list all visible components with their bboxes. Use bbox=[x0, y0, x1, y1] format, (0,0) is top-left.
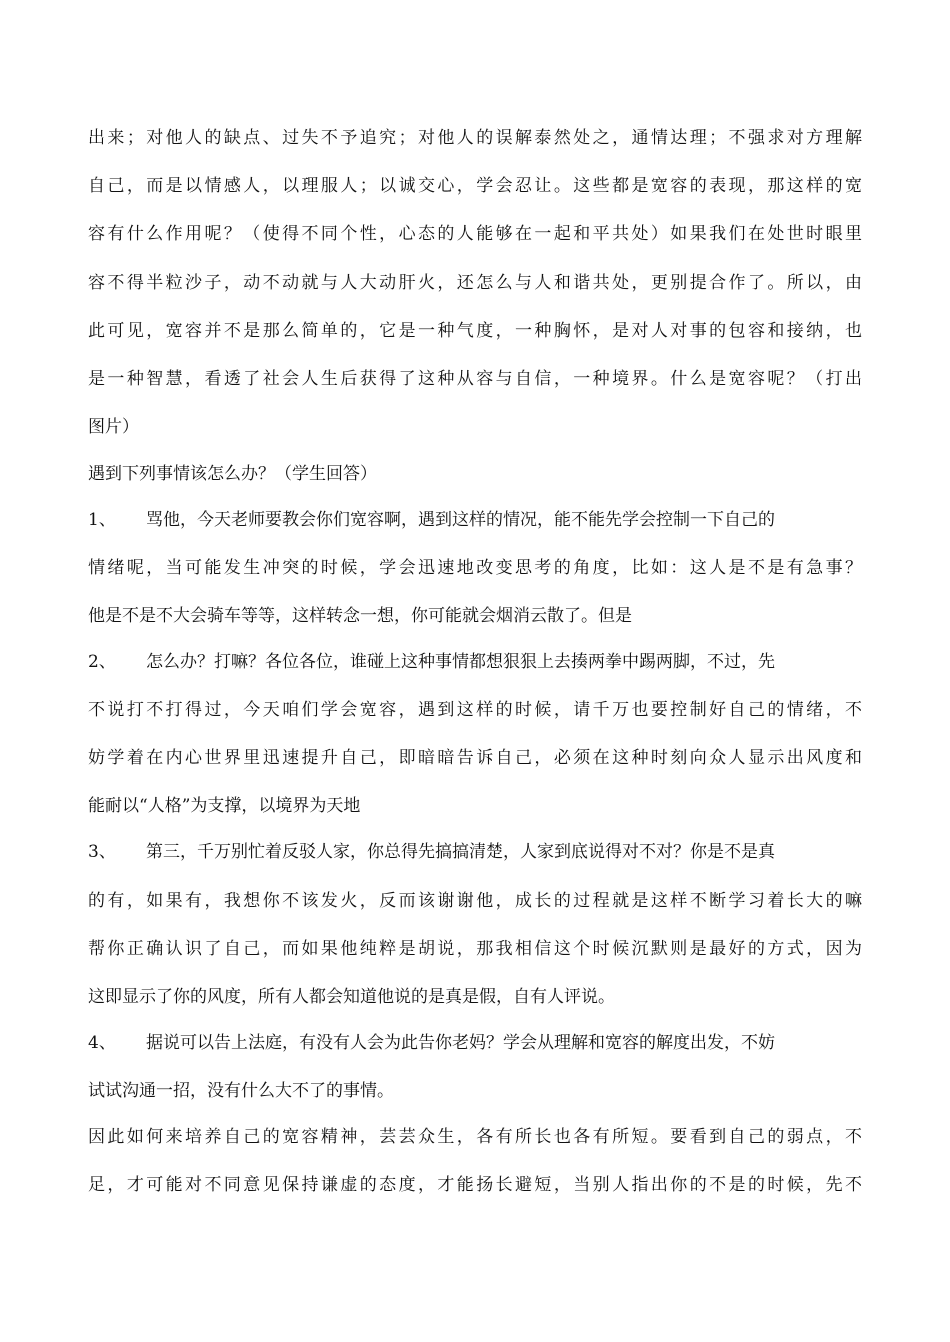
list-item-line: 妨学着在内心世界里迅速提升自己，即暗暗告诉自己，必须在这种时刻向众人显示出风度和 bbox=[88, 748, 862, 768]
list-item-line: 的有，如果有，我想你不该发火，反而该谢谢他，成长的过程就是这样不断学习着长大的嘛 bbox=[88, 891, 862, 911]
paragraph-line: 自己，而是以情感人，以理服人；以诚交心，学会忍让。这些都是宽容的表现，那这样的宽 bbox=[88, 176, 862, 196]
list-item-number: 3、 bbox=[88, 842, 116, 862]
list-item-line: 能耐以“人格”为支撑，以境界为天地 bbox=[88, 796, 361, 816]
paragraph-line: 出来；对他人的缺点、过失不予追究；对他人的误解泰然处之，通情达理；不强求对方理解 bbox=[88, 128, 862, 148]
paragraph-line: 容有什么作用呢？（使得不同个性，心态的人能够在一起和平共处）如果我们在处世时眼里 bbox=[88, 224, 862, 244]
list-item-2-first-line bbox=[88, 650, 862, 674]
list-item-number: 1、 bbox=[88, 510, 116, 530]
list-item-line: 他是不是不大会骑车等等，这样转念一想，你可能就会烟消云散了。但是 bbox=[88, 606, 632, 626]
list-item-text: 第三，千万别忙着反驳人家，你总得先搞搞清楚，人家到底说得对不对？你是不是真 bbox=[146, 842, 775, 862]
list-item-number: 2、 bbox=[88, 652, 116, 672]
paragraph-line: 是一种智慧，看透了社会人生后获得了这种从容与自信，一种境界。什么是宽容呢？（打出 bbox=[88, 369, 862, 389]
list-item-4-first-line bbox=[88, 1031, 862, 1055]
list-item-line: 帮你正确认识了自己，而如果他纯粹是胡说，那我相信这个时候沉默则是最好的方式，因为 bbox=[88, 939, 862, 959]
list-item-text: 据说可以告上法庭，有没有人会为此告你老妈？学会从理解和宽容的解度出发，不妨 bbox=[146, 1033, 775, 1053]
paragraph-line: 因此如何来培养自己的宽容精神，芸芸众生，各有所长也各有所短。要看到自己的弱点，不 bbox=[88, 1127, 862, 1147]
list-item-3-first-line bbox=[88, 840, 862, 864]
list-item-line: 情绪呢，当可能发生冲突的时候，学会迅速地改变思考的角度，比如：这人是不是有急事？ bbox=[88, 558, 862, 578]
paragraph-line: 容不得半粒沙子，动不动就与人大动肝火，还怎么与人和谐共处，更别提合作了。所以，由 bbox=[88, 273, 862, 293]
list-item-1-first-line bbox=[88, 508, 862, 532]
list-item-number: 4、 bbox=[88, 1033, 116, 1053]
paragraph-line: 此可见，宽容并不是那么简单的，它是一种气度，一种胸怀，是对人对事的包容和接纳，也 bbox=[88, 321, 862, 341]
paragraph-line: 图片） bbox=[88, 417, 139, 437]
list-item-text: 骂他，今天老师要教会你们宽容啊，遇到这样的情况，能不能先学会控制一下自己的 bbox=[146, 510, 775, 530]
question-line: 遇到下列事情该怎么办？（学生回答） bbox=[88, 464, 377, 484]
list-item-line: 这即显示了你的风度，所有人都会知道他说的是真是假，自有人评说。 bbox=[88, 987, 615, 1007]
list-item-line: 试试沟通一招，没有什么大不了的事情。 bbox=[88, 1081, 394, 1101]
list-item-text: 怎么办？打嘛？各位各位，谁碰上这种事情都想狠狠上去揍两拳中踢两脚，不过，先 bbox=[146, 652, 775, 672]
list-item-line: 不说打不打得过，今天咱们学会宽容，遇到这样的时候，请千万也要控制好自己的情绪，不 bbox=[88, 700, 862, 720]
paragraph-line: 足，才可能对不同意见保持谦虚的态度，才能扬长避短，当别人指出你的不是的时候，先不 bbox=[88, 1175, 862, 1195]
